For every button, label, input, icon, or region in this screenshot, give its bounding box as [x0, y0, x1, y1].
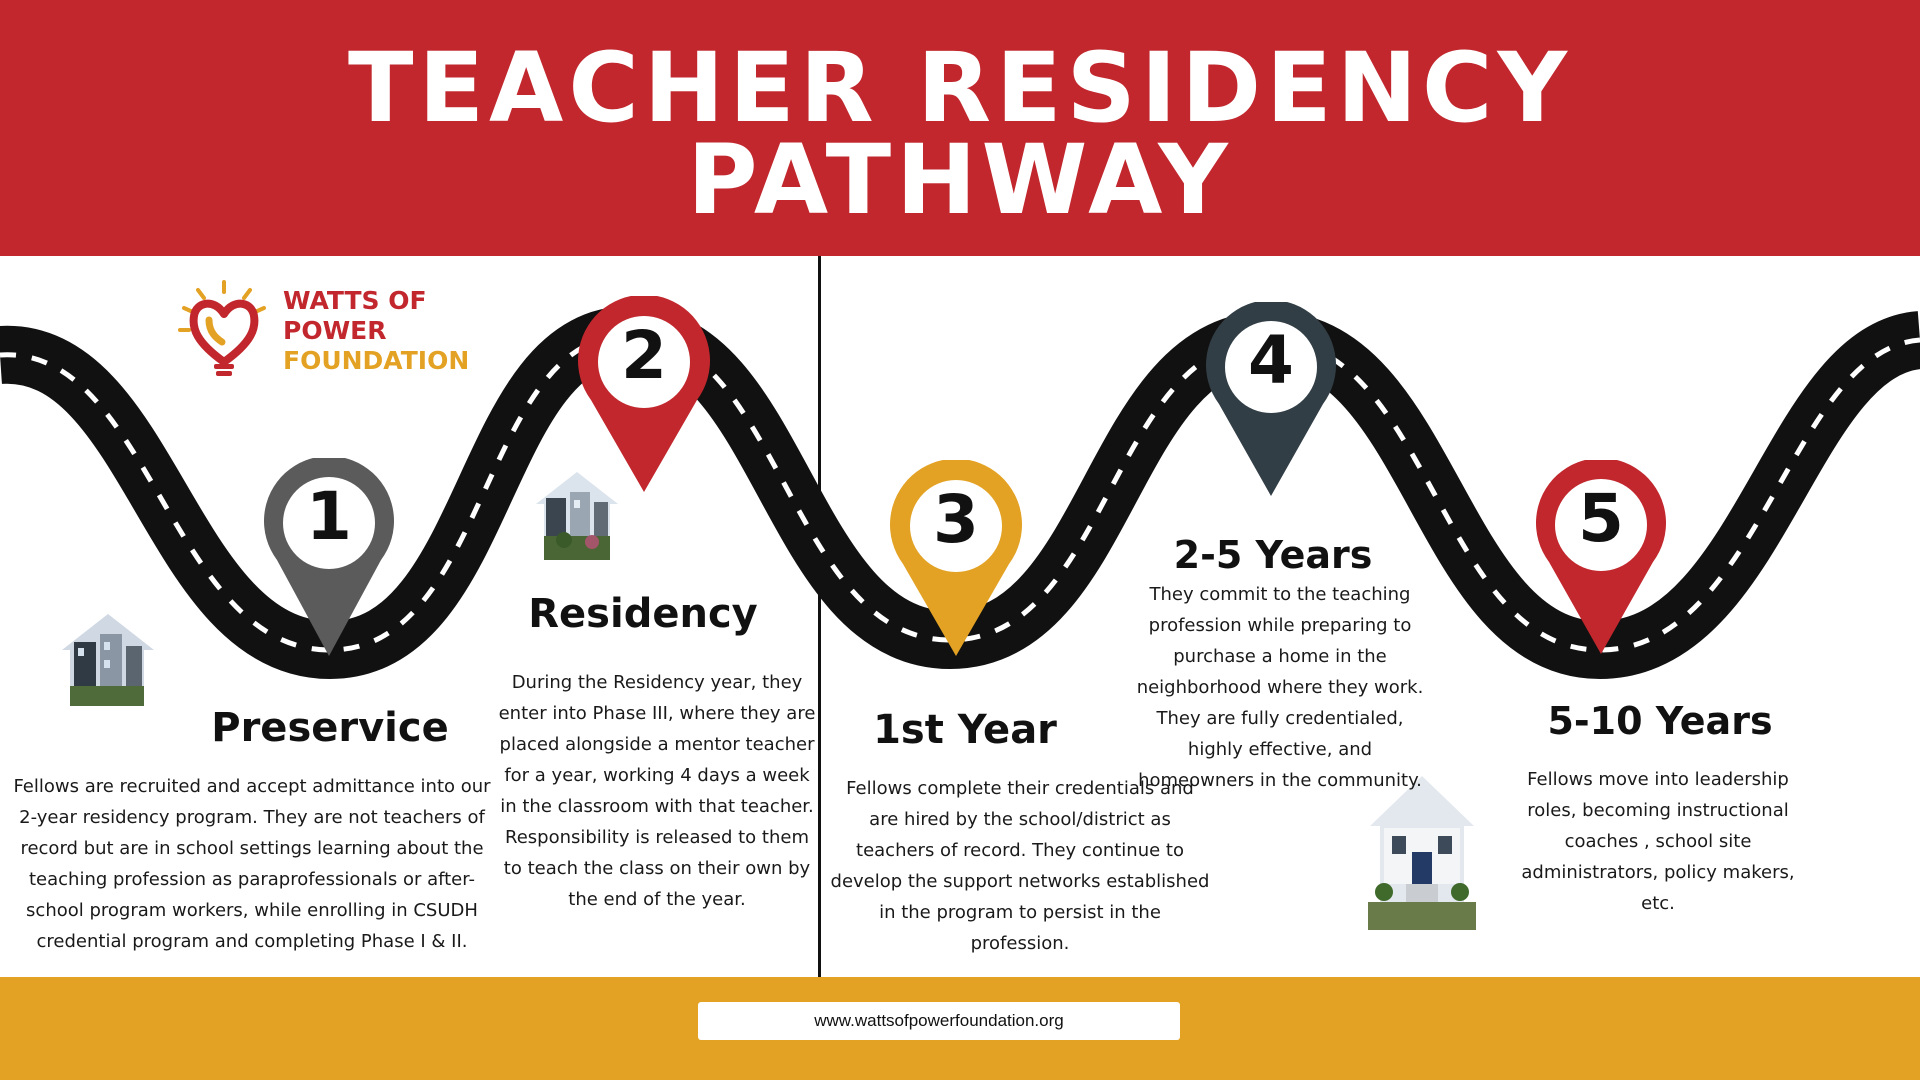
stage-2-description: During the Residency year, they enter into Phase III, where they are placed alongside a mentor teacher for a year, working 4 days a week in the classroom with that teacher. Responsibility is released to them to teach the class on their own by the end of the year. [498, 672, 816, 910]
pin-number-3: 3 [933, 481, 979, 558]
page-title-line-1: TEACHER RESIDENCY [347, 32, 1572, 144]
stage-1-title: Preservice [211, 705, 449, 751]
townhouse-photo-2 [534, 470, 620, 562]
website-url-link[interactable]: www.wattsofpowerfoundation.org [698, 1002, 1180, 1040]
stage-1-description: Fellows are recruited and accept admittance into our 2-year residency program. They are not teachers of record but are in school settings learning about the teaching profession as paraprofessionals or after-school program workers, while enrolling in CSUDH credential program and completing Phase I & II. [13, 776, 491, 952]
pin-number-1: 1 [306, 478, 352, 555]
pin-marker-3 [890, 460, 1022, 658]
heart-bulb-icon [176, 280, 276, 380]
page-title-line-2: PATHWAY [687, 124, 1233, 236]
pin-marker-4 [1206, 302, 1336, 498]
stage-3-title: 1st Year [873, 707, 1057, 753]
stage-4-title: 2-5 Years [1173, 533, 1373, 577]
stage-5-title: 5-10 Years [1547, 699, 1773, 743]
stage-2-title: Residency [528, 591, 758, 637]
logo-text-line-3: FOUNDATION [283, 346, 470, 375]
logo-text-line-2: POWER [283, 316, 387, 345]
pin-marker-5 [1536, 460, 1666, 656]
pin-number-5: 5 [1578, 480, 1624, 557]
stage-4-description: They commit to the teaching profession while preparing to purchase a home in the neighborhood where they work. They are fully credentialed, highly effective, and homeowners in the community. [1136, 584, 1424, 791]
pin-number-2: 2 [621, 317, 667, 394]
stage-5-description: Fellows move into leadership roles, becoming instructional coaches , school site administrators, policy makers, etc. [1521, 769, 1795, 914]
watts-of-power-logo [176, 280, 496, 380]
pin-marker-2 [578, 296, 710, 494]
pin-marker-1 [264, 458, 394, 658]
logo-text-line-1: WATTS OF [283, 286, 427, 315]
townhouse-photo-1 [60, 612, 156, 708]
pin-number-4: 4 [1248, 322, 1294, 399]
stage-3-description: Fellows complete their credentials and are hired by the school/district as teachers of record. They continue to develop the support networks established in the program to persist in the profession. [830, 778, 1210, 954]
house-photo [1368, 774, 1476, 930]
